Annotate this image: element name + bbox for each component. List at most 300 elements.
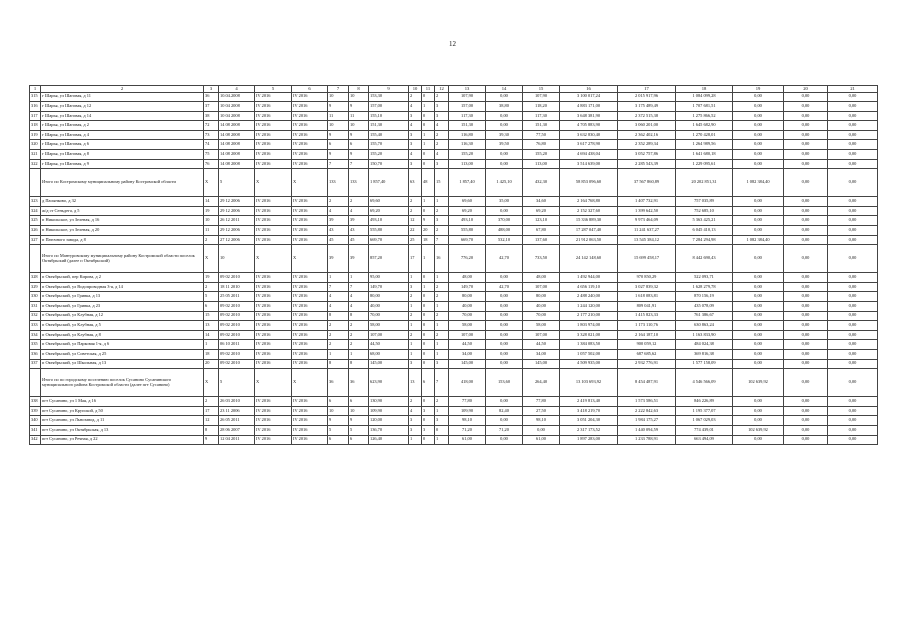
value-cell: 857,20 <box>369 245 409 273</box>
value-cell: 0,00 <box>784 330 828 340</box>
value-cell: 113,00 <box>523 159 560 169</box>
value-cell: 0,00 <box>784 369 828 397</box>
value-cell: IV 2016 <box>292 102 328 112</box>
value-cell: 155,20 <box>523 150 560 160</box>
value-cell: 1 195 377,07 <box>676 406 733 416</box>
value-cell: IV 2016 <box>255 140 292 150</box>
value-cell: IV 2016 <box>292 216 328 226</box>
value-cell: 34,60 <box>523 197 560 207</box>
value-cell: 3 <box>409 359 422 369</box>
value-cell: 5 363 425,21 <box>676 216 733 226</box>
value-cell: 24 142 148,60 <box>560 245 618 273</box>
value-cell: 3 100 017,24 <box>560 92 618 102</box>
value-cell: 0,00 <box>733 206 784 216</box>
value-cell: 2 362 402,16 <box>618 130 676 140</box>
value-cell: 0,00 <box>733 340 784 350</box>
value-cell: 2 <box>328 321 349 331</box>
value-cell: IV 2016 <box>255 321 292 331</box>
value-cell: 3 <box>422 425 435 435</box>
column-number-cell: 1 <box>30 86 41 93</box>
value-cell: X <box>255 245 292 273</box>
value-cell: 2 <box>435 330 449 340</box>
column-number-cell: 21 <box>828 86 878 93</box>
value-cell: 1 <box>409 302 422 312</box>
value-cell: 11 <box>204 226 219 236</box>
value-cell: 3 060 201,00 <box>618 121 676 131</box>
value-cell: 0,00 <box>828 397 878 407</box>
value-cell: 39,30 <box>486 130 523 140</box>
value-cell: 0,00 <box>828 273 878 283</box>
value-cell: IV 2016 <box>292 321 328 331</box>
value-cell: 630 863,24 <box>676 321 733 331</box>
value-cell: 0,00 <box>784 302 828 312</box>
value-cell: 1 229 095,61 <box>676 159 733 169</box>
value-cell: 846 226,89 <box>676 397 733 407</box>
value-cell: IV 2016 <box>292 197 328 207</box>
value-cell: 5 <box>328 425 349 435</box>
table-row <box>30 273 878 283</box>
value-cell: 34,00 <box>523 349 560 359</box>
value-cell: 0,00 <box>784 245 828 273</box>
value-cell: 0,00 <box>733 416 784 426</box>
value-cell: 0 <box>422 121 435 131</box>
value-cell: 0,00 <box>784 282 828 292</box>
column-number-cell: 10 <box>409 86 422 93</box>
value-cell: IV 2016 <box>255 397 292 407</box>
value-cell: 0,00 <box>784 169 828 197</box>
value-cell: IV 2016 <box>292 140 328 150</box>
value-cell: 29 12 2006 <box>219 197 255 207</box>
value-cell: 3 <box>435 216 449 226</box>
address-cell: пгт Сусанино, ул Октябрьская, д 13 <box>41 425 204 435</box>
value-cell: 0 <box>422 321 435 331</box>
value-cell: IV 2016 <box>255 406 292 416</box>
value-cell: 0,00 <box>784 425 828 435</box>
value-cell: 493,10 <box>449 216 486 226</box>
value-cell: 0 <box>422 206 435 216</box>
value-cell: 0,00 <box>733 302 784 312</box>
address-cell: п Октябрьский, пер Кирова, д 2 <box>41 273 204 283</box>
table-row <box>30 121 878 131</box>
address-cell: п Октябрьский, ул Клубная, д 5 <box>41 321 204 331</box>
value-cell: 149,70 <box>369 282 409 292</box>
row-number-cell: 318 <box>30 121 41 131</box>
table-row <box>30 216 878 226</box>
value-cell: 151,30 <box>369 121 409 131</box>
value-cell: 155,20 <box>369 150 409 160</box>
value-cell: 39 <box>349 216 369 226</box>
value-cell: 3 <box>435 416 449 426</box>
value-cell: 669,70 <box>449 235 486 245</box>
value-cell: 12 <box>204 416 219 426</box>
value-cell: 69,60 <box>369 197 409 207</box>
value-cell: 2 <box>435 397 449 407</box>
value-cell: 67,80 <box>523 226 560 236</box>
value-cell: 1 440 094,59 <box>618 425 676 435</box>
value-cell: 2 <box>435 311 449 321</box>
value-cell: 4 705 883,90 <box>560 121 618 131</box>
value-cell: 14 08 2008 <box>219 150 255 160</box>
value-cell: 0,00 <box>784 150 828 160</box>
value-cell: 0,00 <box>733 197 784 207</box>
value-cell: 2 222 842,63 <box>618 406 676 416</box>
value-cell: 0,00 <box>828 425 878 435</box>
value-cell: 669,70 <box>369 235 409 245</box>
value-cell: 0 <box>422 340 435 350</box>
value-cell: 2 932 776,91 <box>618 359 676 369</box>
table-row <box>30 111 878 121</box>
value-cell: 9 <box>328 130 349 140</box>
address-cell: д Пасынково, д 32 <box>41 197 204 207</box>
row-number-cell: 316 <box>30 102 41 112</box>
value-cell: 0 <box>422 273 435 283</box>
value-cell: 4 656 119,10 <box>560 282 618 292</box>
value-cell: 80,00 <box>523 292 560 302</box>
value-cell: 0,00 <box>733 130 784 140</box>
value-cell: IV 2016 <box>292 292 328 302</box>
value-cell: 4 546 566,09 <box>676 369 733 397</box>
value-cell: 1 057 502,00 <box>560 349 618 359</box>
value-cell: 1 618 083,81 <box>618 292 676 302</box>
value-cell: 80,00 <box>449 292 486 302</box>
value-cell: 0,00 <box>733 330 784 340</box>
value-cell: 36 <box>349 369 369 397</box>
value-cell: 0,00 <box>486 330 523 340</box>
value-cell: 776,20 <box>449 245 486 273</box>
value-cell: 6 <box>328 397 349 407</box>
value-cell: 0,00 <box>523 425 560 435</box>
value-cell: 0,00 <box>828 349 878 359</box>
value-cell: 0,00 <box>486 349 523 359</box>
value-cell: 9 <box>349 102 369 112</box>
value-cell: 0,00 <box>828 359 878 369</box>
value-cell: 3 175 489,49 <box>618 102 676 112</box>
value-cell: 0,00 <box>733 216 784 226</box>
value-cell: 2 <box>435 206 449 216</box>
value-cell: 107,90 <box>449 92 486 102</box>
value-cell: 809 041,91 <box>618 302 676 312</box>
value-cell: 9 <box>349 416 369 426</box>
value-cell: 117,30 <box>449 111 486 121</box>
value-cell: 58,00 <box>449 321 486 331</box>
value-cell: 43 <box>349 226 369 236</box>
value-cell: 0,00 <box>733 311 784 321</box>
value-cell: 58,00 <box>369 321 409 331</box>
column-number-cell: 13 <box>449 86 486 93</box>
value-cell: 4 <box>328 206 349 216</box>
value-cell: 484 024,38 <box>676 340 733 350</box>
value-cell: 11 <box>349 111 369 121</box>
value-cell: 1 <box>435 302 449 312</box>
value-cell: 15 <box>204 311 219 321</box>
row-number-cell: 335 <box>30 340 41 350</box>
value-cell: 13 545 384,12 <box>618 235 676 245</box>
value-cell: 1 082 384,40 <box>733 235 784 245</box>
value-cell: 120,00 <box>369 416 409 426</box>
value-cell: 4 <box>409 406 422 416</box>
value-cell: 44,50 <box>523 340 560 350</box>
value-cell: 3 <box>409 425 422 435</box>
column-number-cell: 5 <box>255 86 292 93</box>
value-cell: 155,70 <box>369 140 409 150</box>
table-row <box>30 226 878 236</box>
value-cell: 0,00 <box>828 121 878 131</box>
value-cell: 0,00 <box>784 111 828 121</box>
value-cell: 13 <box>409 369 422 397</box>
value-cell: 0 <box>422 435 435 445</box>
value-cell: 14 08 2008 <box>219 121 255 131</box>
value-cell: 75 <box>204 150 219 160</box>
value-cell: 0,00 <box>486 159 523 169</box>
value-cell: 0,00 <box>784 321 828 331</box>
value-cell: 0,00 <box>486 92 523 102</box>
value-cell: 7 284 294,98 <box>676 235 733 245</box>
value-cell: IV 2016 <box>255 292 292 302</box>
value-cell: 09 02 2010 <box>219 311 255 321</box>
value-cell: 0,00 <box>784 416 828 426</box>
value-cell: IV 2016 <box>292 92 328 102</box>
value-cell: 37 <box>204 102 219 112</box>
value-cell: 0,00 <box>784 130 828 140</box>
value-cell: 0,00 <box>733 92 784 102</box>
address-cell: Итого по Костромскому муниципальному району Костромской области <box>41 169 204 197</box>
value-cell: 0,00 <box>828 130 878 140</box>
value-cell: IV 2016 <box>292 111 328 121</box>
value-cell: 2 419 813,40 <box>560 397 618 407</box>
column-number-cell: 2 <box>41 86 204 93</box>
value-cell: IV 2016 <box>255 206 292 216</box>
value-cell: 145,00 <box>523 359 560 369</box>
row-number-cell: 332 <box>30 311 41 321</box>
value-cell: 0,00 <box>784 273 828 283</box>
value-cell: 1 857,40 <box>449 169 486 197</box>
value-cell: 0,00 <box>784 311 828 321</box>
value-cell: 107,00 <box>523 282 560 292</box>
value-cell: 77,50 <box>523 130 560 140</box>
value-cell: 1 641 680,18 <box>676 150 733 160</box>
value-cell: 76 <box>204 159 219 169</box>
address-cell: п Октябрьский, ул Гривка, д 13 <box>41 292 204 302</box>
value-cell: 6 <box>349 435 369 445</box>
value-cell: 0,00 <box>733 359 784 369</box>
table-row <box>30 235 878 245</box>
value-cell: 1 803 974,00 <box>560 321 618 331</box>
value-cell: 98,10 <box>523 416 560 426</box>
value-cell: 70,00 <box>449 311 486 321</box>
value-cell: 80,00 <box>369 292 409 302</box>
value-cell: IV 2016 <box>292 150 328 160</box>
value-cell: 7 <box>435 369 449 397</box>
value-cell: 29 12 2006 <box>219 206 255 216</box>
value-cell: 18 11 2010 <box>219 282 255 292</box>
value-cell: 0,00 <box>828 235 878 245</box>
value-cell: 2 <box>409 197 422 207</box>
value-cell: 4 <box>349 302 369 312</box>
value-cell: 151,30 <box>449 121 486 131</box>
value-cell: 3 027 839,32 <box>618 282 676 292</box>
value-cell: 6 <box>349 397 369 407</box>
value-cell: 1 <box>349 349 369 359</box>
value-cell: 7 <box>435 235 449 245</box>
value-cell: 26 12 2011 <box>219 216 255 226</box>
row-number-cell: 317 <box>30 111 41 121</box>
value-cell: 68,00 <box>369 349 409 359</box>
value-cell: 2 152 327,60 <box>560 206 618 216</box>
value-cell: 155,20 <box>449 150 486 160</box>
row-number-cell: 323 <box>30 197 41 207</box>
value-cell: IV 2016 <box>255 416 292 426</box>
value-cell: 69,20 <box>449 206 486 216</box>
value-cell: 0,00 <box>486 435 523 445</box>
value-cell: 151,30 <box>523 121 560 131</box>
value-cell: 3 514 639,00 <box>560 159 618 169</box>
value-cell: 0,00 <box>784 292 828 302</box>
value-cell: 2 <box>409 330 422 340</box>
address-cell: г Шарья, ул Шаговая, д 12 <box>41 102 204 112</box>
row-number-cell: 339 <box>30 406 41 416</box>
row-number-cell: 340 <box>30 416 41 426</box>
value-cell: 1 857,40 <box>369 169 409 197</box>
value-cell: 4 <box>435 121 449 131</box>
value-cell: 4 <box>409 150 422 160</box>
value-cell: 72 <box>204 121 219 131</box>
value-cell: 3 418 219,70 <box>560 406 618 416</box>
value-cell: 10 <box>328 92 349 102</box>
value-cell: 15 <box>435 169 449 197</box>
value-cell: 130,90 <box>369 397 409 407</box>
value-cell: 2 015 917,96 <box>618 92 676 102</box>
value-cell: 77,80 <box>449 397 486 407</box>
value-cell: 752 685,10 <box>676 206 733 216</box>
value-cell: 0,00 <box>733 140 784 150</box>
value-cell: 0,00 <box>828 111 878 121</box>
value-cell: 0,00 <box>828 169 878 197</box>
value-cell: 0,00 <box>733 282 784 292</box>
value-cell: 1 <box>422 130 435 140</box>
value-cell: 1 628 279,78 <box>676 282 733 292</box>
value-cell: 1 270 428,01 <box>676 130 733 140</box>
row-number-cell: 324 <box>30 206 41 216</box>
value-cell: 0,00 <box>486 340 523 350</box>
address-cell: пгт Сусанино, ул Речная, д 22 <box>41 435 204 445</box>
value-cell: 20 <box>204 359 219 369</box>
value-cell: 13 <box>204 321 219 331</box>
value-cell: 418,00 <box>449 369 486 397</box>
value-cell: 774 439,01 <box>676 425 733 435</box>
subtotal-row <box>30 169 878 197</box>
value-cell: 0,00 <box>733 159 784 169</box>
value-cell: 06 10 2011 <box>219 340 255 350</box>
value-cell: 555,80 <box>369 226 409 236</box>
value-cell: 3 <box>422 406 435 416</box>
value-cell: 77,80 <box>523 397 560 407</box>
row-number-cell: 320 <box>30 140 41 150</box>
value-cell: 0 <box>422 311 435 321</box>
value-cell: 39 <box>328 216 349 226</box>
value-cell: 761 386,67 <box>676 311 733 321</box>
column-number-cell: 14 <box>486 86 523 93</box>
value-cell: 0,00 <box>828 302 878 312</box>
value-cell: 0,00 <box>733 406 784 416</box>
value-cell: 0,00 <box>784 235 828 245</box>
value-cell: 733,50 <box>523 245 560 273</box>
value-cell: 0 <box>422 349 435 359</box>
value-cell: 1 645 682,90 <box>676 121 733 131</box>
value-cell: 432,30 <box>523 169 560 197</box>
value-cell: 20 202 851,31 <box>676 169 733 197</box>
value-cell: 0,00 <box>733 102 784 112</box>
value-cell: 687 685,62 <box>618 349 676 359</box>
value-cell: IV 2016 <box>292 226 328 236</box>
value-cell: 1 <box>204 340 219 350</box>
address-cell: п Октябрьский, ул Клубная, д 8 <box>41 330 204 340</box>
value-cell: 0 <box>435 425 449 435</box>
value-cell: IV 2016 <box>255 302 292 312</box>
value-cell: 133 <box>328 169 349 197</box>
row-number-cell: 329 <box>30 282 41 292</box>
address-cell: п Никольское, ул Зеленая, д 20 <box>41 226 204 236</box>
value-cell: 0,00 <box>828 216 878 226</box>
table-row <box>30 359 878 369</box>
value-cell: 63 <box>409 169 422 197</box>
value-cell: 1 <box>435 349 449 359</box>
value-cell: 14 <box>204 330 219 340</box>
value-cell: 8 <box>204 425 219 435</box>
table-row <box>30 282 878 292</box>
value-cell: IV 2016 <box>255 311 292 321</box>
value-cell: X <box>292 245 328 273</box>
value-cell: 126,40 <box>369 435 409 445</box>
table-row <box>30 435 878 445</box>
value-cell: 0,00 <box>828 330 878 340</box>
value-cell: 40,00 <box>523 302 560 312</box>
value-cell: 107,90 <box>523 92 560 102</box>
value-cell: 11 241 637,27 <box>618 226 676 236</box>
value-cell: 0,00 <box>784 216 828 226</box>
value-cell: 2 <box>409 397 422 407</box>
value-cell: 35,00 <box>486 197 523 207</box>
table-row <box>30 425 878 435</box>
value-cell: 0,00 <box>733 273 784 283</box>
value-cell: 1 163 833,90 <box>676 330 733 340</box>
value-cell: 1 <box>409 340 422 350</box>
value-cell: 0,00 <box>828 92 878 102</box>
table-row <box>30 406 878 416</box>
value-cell: 3 <box>409 282 422 292</box>
value-cell: IV 2016 <box>255 226 292 236</box>
value-cell: 1 492 944,00 <box>560 273 618 283</box>
value-cell: IV 2016 <box>255 349 292 359</box>
value-cell: 26 03 2010 <box>219 397 255 407</box>
table-row <box>30 130 878 140</box>
value-cell: 0,00 <box>784 226 828 236</box>
value-cell: 2 <box>435 226 449 236</box>
value-cell: 0,00 <box>828 102 878 112</box>
value-cell: 4 <box>349 206 369 216</box>
value-cell: 117,30 <box>523 111 560 121</box>
table-row <box>30 330 878 340</box>
address-cell: г Шарья, ул Шаговая, д 8 <box>41 150 204 160</box>
value-cell: 12 04 2011 <box>219 435 255 445</box>
value-cell: 09 02 2010 <box>219 321 255 331</box>
address-cell: п Никольское, ул Зеленая, д 16 <box>41 216 204 226</box>
value-cell: 2 <box>204 235 219 245</box>
value-cell: 0,00 <box>486 302 523 312</box>
value-cell: IV 2016 <box>255 130 292 140</box>
value-cell: IV 2016 <box>255 102 292 112</box>
value-cell: 10 <box>349 406 369 416</box>
value-cell: 109,90 <box>369 406 409 416</box>
